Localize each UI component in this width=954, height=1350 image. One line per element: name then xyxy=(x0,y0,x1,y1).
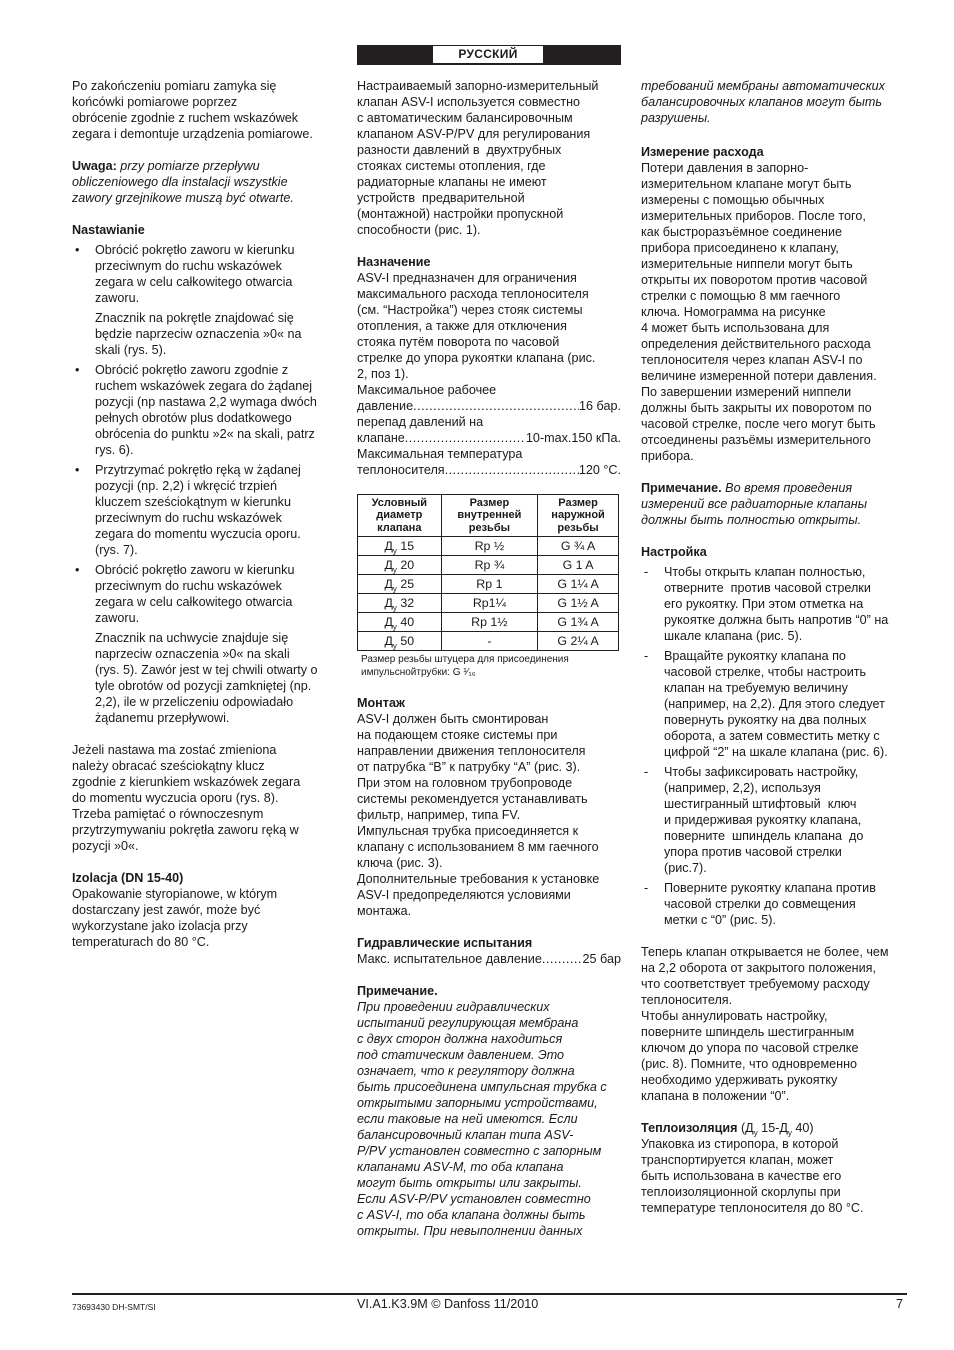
bullet-icon: • xyxy=(75,363,80,377)
list-item-text: Przytrzymać pokrętło ręką w żądanej pozycji (np. 2,2) i wkręcić trzpień kluczem sześciokątnym w kierunku przeciwnym do ruchu wskazówek zegara do momentu wyczucia oporu. (rys. 7). xyxy=(95,463,301,557)
cell-diameter xyxy=(358,632,442,651)
dn-value: 32 xyxy=(400,595,415,610)
spec-label: теплоносителя xyxy=(357,463,445,477)
cell-external-thread: G 1¼ A xyxy=(538,575,619,594)
footer-doc-code: 73693430 DH-SMT/SI xyxy=(72,1302,156,1312)
subscript: у xyxy=(392,640,397,650)
list-item xyxy=(72,362,337,458)
dn-value: 15 xyxy=(400,538,415,553)
subscript: у xyxy=(392,545,397,555)
spec-line: Максимальное рабочее xyxy=(357,383,497,397)
footer-divider xyxy=(72,1293,907,1295)
heading-hydraulic-test: Гидравлические испытания xyxy=(357,936,533,950)
paragraph-note-continued: требований мембраны автоматических балансировочных клапанов могут быть разрушены. xyxy=(641,79,885,125)
spec-list xyxy=(357,382,621,478)
table-row xyxy=(358,537,619,556)
spec-value: 10-max.150 кПа. xyxy=(525,431,621,445)
subscript: у xyxy=(392,602,397,612)
list-item-subtext: Znacznik na uchwycie znajduje się naprzeciw oznaczenia »0« na skali (rys. 5). Zawór jest w tej chwili otwarty o tyle obrotów od pozycji zamkniętej (np. 2,2), ile w przeliczeniu odpowiadało żądanemu przepływowi. xyxy=(95,631,318,725)
heading-flow-measurement: Измерение расхода xyxy=(641,145,764,159)
paragraph-insulation: Упаковка из стиропора, в которой транспортируется клапан, может быть использована в качестве его теплоизоляционной скорлупы при температуре теплоносителя до 80 °C. xyxy=(641,1137,864,1215)
list-item-text: Чтобы зафиксировать настройку, (например, 2,2), используя шестигранный штифтовый ключ и придерживая рукоятку клапана, поверните шпиндель клапана до упора против часовой стрелки (рис.7). xyxy=(664,765,864,875)
note-uwaga xyxy=(72,158,337,206)
table-header-row xyxy=(358,495,619,537)
paragraph-flow-measurement: Потери давления в запорно- измерительном клапане могут быть измерены с помощью обычных измерительных приборов. После того, как быстроразъёмное соединение прибора присоединено к клапану, измерительные ниппели могут быть открыты их поворотом против часовой стрелки с помощью 8 мм гаечного ключа. Номограмма на рисунке 4 может быть использована для определения действительного расхода теплоносителя через клапан ASV-I по величине измеренной потери давления. По завершении измерений ниппели должны быть закрыты их поворотом по часовой стрелке, после чего могут быть отсоединены разъёмы измерительного прибора. xyxy=(641,161,877,463)
heading-izolacja: Izolacja (DN 15-40) xyxy=(72,871,184,885)
heading-purpose: Назначение xyxy=(357,255,431,269)
dn-value: 25 xyxy=(400,576,415,591)
note-measurement xyxy=(641,480,907,528)
dn-prefix: Д xyxy=(384,614,393,629)
heading-installation: Монтаж xyxy=(357,696,405,710)
cell-diameter xyxy=(358,537,442,556)
cell-external-thread: G 1½ A xyxy=(538,594,619,613)
paragraph-purpose: ASV-I предназначен для ограничения максимального расхода теплоносителя (см. “Настройка”) через стояк системы отопления, а также для отключения стояка путём поворота по часовой стрелке до упора рукоятки клапана (рис. 2, поз 1). xyxy=(357,271,596,381)
setting-steps-list xyxy=(641,564,907,928)
bullet-icon: • xyxy=(75,463,80,477)
column-header: Условный диаметр клапана xyxy=(358,495,442,537)
dash-icon: - xyxy=(644,765,649,779)
list-item-text: Obrócić pokrętło zaworu zgodnie z ruchem wskazówek zegara do żądanej pozycji (np nastawa 2,2 wymaga dwóch pełnych obrotów plus dodatkowego obrócenia do punktu »2« na skali, patrz rys. 6). xyxy=(95,363,317,457)
list-item xyxy=(72,242,337,306)
dn-prefix: Д xyxy=(384,538,393,553)
language-label: РУССКИЙ xyxy=(433,46,543,63)
paragraph-izolacja: Opakowanie styropianowe, w którym dostarczany jest zawór, może być wykorzystane jako izolacja przy temperaturach do 80 °C. xyxy=(72,887,278,949)
subscript: у xyxy=(392,583,397,593)
paragraph-after-setting: Теперь клапан открывается не более, чем на 2,2 оборота от закрытого положения, что соответствует требуемому расходу теплоносителя. Чтобы аннулировать настройку, поверните шпиндель шестигранным ключом до упора по часовой стрелке (рис. 8). Помните, что одновременно необходимо удерживать рукоятку клапана в положении “0”. xyxy=(641,945,889,1103)
list-item-text: Obrócić pokrętło zaworu w kierunku przeciwnym do ruchu wskazówek zegara w celu całkowitego otwarcia zaworu. xyxy=(95,563,295,625)
cell-external-thread: G 1¾ A xyxy=(538,613,619,632)
paragraph-installation: ASV-I должен быть смонтирован на подающем стояке системы при направлении движения теплоносителя от патрубка “B” к патрубку “A” (рис. 3). При этом на головном трубопроводе системы рекомендуется устанавливать фильтр, например, типа FV. Импульсная трубка присоединяется к клапану с использованием 8 мм гаечного ключа (рис. 3). Дополнительные требования к установке ASV-I предопределяются условиями монтажа. xyxy=(357,712,600,918)
cell-external-thread: G 1 A xyxy=(538,556,619,575)
dn-prefix: Д xyxy=(384,595,393,610)
russian-column-1 xyxy=(357,78,621,1255)
dash-icon: - xyxy=(644,881,649,895)
cell-internal-thread: Rp1¼ xyxy=(441,594,537,613)
note-label: Uwaga: xyxy=(72,159,117,173)
dn-value: 20 xyxy=(400,557,415,572)
spec-line: перепад давлений на xyxy=(357,415,484,429)
table-row xyxy=(358,632,619,651)
spec-label: клапане xyxy=(357,431,405,445)
subscript: у xyxy=(753,1128,758,1138)
table-row xyxy=(358,594,619,613)
cell-diameter xyxy=(358,575,442,594)
spec-value: 25 бар xyxy=(582,952,621,966)
page-number: 7 xyxy=(896,1297,904,1311)
paragraph-note: При проведении гидравлических испытаний регулирующая мембрана с двух сторон должна находиться под статическим давлением. Это означает, что к регулятору должна быть присоединена импульсная трубка с открытыми запорными устройствами, если таковые на ней имеются. Если балансировочный клапан типа ASV- P/PV установлен совместно с запорным клапанами ASV-M, то оба клапана могут быть открыты или закрыты. Если ASV-P/PV установлен совместно с ASV-I, то оба клапана должны быть открыты. При невыполнении данных xyxy=(357,1000,607,1238)
dn-value: 40 xyxy=(400,614,415,629)
dot-leader xyxy=(413,398,579,414)
cell-internal-thread: Rp ¾ xyxy=(441,556,537,575)
heading-range: (Д xyxy=(740,1121,754,1135)
dash-icon: - xyxy=(644,565,649,579)
russian-column-2 xyxy=(641,78,907,1232)
heading-nastawianie: Nastawianie xyxy=(72,223,145,237)
spec-row-test-pressure xyxy=(357,951,621,967)
cell-diameter xyxy=(358,613,442,632)
dot-leader xyxy=(542,951,583,967)
note-label: Примечание. xyxy=(641,481,722,495)
column-header: Размер наружной резьбы xyxy=(538,495,619,537)
dn-prefix: Д xyxy=(384,557,393,572)
cell-internal-thread: Rp 1½ xyxy=(441,613,537,632)
list-item xyxy=(641,648,907,760)
paragraph-measurement-end: Po zakończeniu pomiaru zamyka się końcówki pomiarowe poprzez obrócenie zgodnie z ruchem wskazówek zegara i demontuje urządzenia pomiarowe. xyxy=(72,79,313,141)
list-item-subtext: Znacznik na pokrętle znajdować się będzie naprzeciw oznaczenia »0« na skali (rys. 5). xyxy=(95,311,302,357)
dn-prefix: Д xyxy=(384,633,393,648)
list-item xyxy=(641,764,907,876)
cell-internal-thread: Rp 1 xyxy=(441,575,537,594)
polish-column xyxy=(72,78,337,966)
dn-value: 50 xyxy=(400,633,415,648)
paragraph-intro: Настраиваемый запорно-измерительный клапан ASV-I используется совместно с автоматическим балансировочным клапаном ASV-P/PV для регулирования разности давлений в двухтрубных стояках системы отопления, где радиаторные клапаны не имеют устройств предварительной (монтажной) настройки пропускной способности (рис. 1). xyxy=(357,79,599,237)
bullet-icon: • xyxy=(75,243,80,257)
paragraph-change-setting: Jeżeli nastawa ma zostać zmieniona należy obracać sześciokątny klucz zgodnie z kierunkiem wskazówek zegara do momentu wyczucia oporu (rys. 8). Trzeba pamiętać o równoczesnym przytrzymywaniu pokrętła zaworu ręką w pozycji »0«. xyxy=(72,743,301,853)
table-row xyxy=(358,556,619,575)
spec-row-temperature xyxy=(357,462,621,478)
spec-row-diff-pressure xyxy=(357,430,621,446)
table-row xyxy=(358,575,619,594)
table-footnote: Размер резьбы штуцера для присоединения импульснойтрубки: G ¹⁄₁₆ xyxy=(361,654,569,678)
subscript: у xyxy=(392,564,397,574)
spec-value: 16 бар. xyxy=(579,399,621,413)
note-text: przy pomiarze przepływu obliczeniowego dla instalacji wszystkie zawory grzejnikowe muszą być otwarte. xyxy=(72,159,294,205)
heading-range: 40) xyxy=(791,1121,814,1135)
spec-label: Макс. испытательное давление xyxy=(357,952,542,966)
heading-text: Теплоизоляция xyxy=(641,1121,738,1135)
spec-line: Максимальная температура xyxy=(357,447,523,461)
language-header-bar xyxy=(357,45,621,65)
note-text: Во время проведения измерений все радиаторные клапаны должны быть полностью открыты. xyxy=(641,481,867,527)
subscript: у xyxy=(392,621,397,631)
subscript: у xyxy=(787,1128,792,1138)
spec-row-pressure xyxy=(357,398,621,414)
table-row xyxy=(358,613,619,632)
list-item-text: Вращайте рукоятку клапана по часовой стрелке, чтобы настроить клапан на требуемую величину (например, на 2,2). Для этого следует повернуть рукоятку на два полных оборота, а затем совместить метку с цифрой “2” на шкале клапана (рис. 6). xyxy=(664,649,888,759)
heading-setting: Настройка xyxy=(641,545,707,559)
spec-value: 120 °C. xyxy=(578,463,621,477)
cell-diameter xyxy=(358,594,442,613)
dot-leader xyxy=(405,430,526,446)
heading-insulation xyxy=(641,1120,907,1136)
list-item xyxy=(72,462,337,558)
cell-internal-thread: Rp ½ xyxy=(441,537,537,556)
list-item xyxy=(72,562,337,626)
list-item xyxy=(641,564,907,644)
list-item-text: Поверните рукоятку клапана против часовой стрелки до совмещения метки с “0” (рис. 5). xyxy=(664,881,876,927)
dn-prefix: Д xyxy=(384,576,393,591)
column-header: Размер внутренней резьбы xyxy=(441,495,537,537)
dash-icon: - xyxy=(644,649,649,663)
cell-internal-thread: - xyxy=(441,632,537,651)
list-item-text: Obrócić pokrętło zaworu w kierunku przeciwnym do ruchu wskazówek zegara w celu całkowitego otwarcia zaworu. xyxy=(95,243,295,305)
dot-leader xyxy=(445,462,579,478)
cell-external-thread: G ¾ A xyxy=(538,537,619,556)
heading-note: Примечание. xyxy=(357,984,438,998)
footer-reference: VI.A1.K3.9M © Danfoss 11/2010 xyxy=(357,1297,539,1311)
bullet-icon: • xyxy=(75,563,80,577)
settings-list xyxy=(72,242,337,726)
cell-external-thread: G 2¼ A xyxy=(538,632,619,651)
cell-diameter xyxy=(358,556,442,575)
list-item-text: Чтобы открыть клапан полностью, отверните против часовой стрелки его рукоятку. При этом отметка на рукоятке должна быть напротив “0” на шкале клапана (рис. 5). xyxy=(664,565,889,643)
heading-range: 15-Д xyxy=(757,1121,788,1135)
spec-label: давление xyxy=(357,399,414,413)
thread-size-table xyxy=(357,494,619,651)
list-item xyxy=(641,880,907,928)
